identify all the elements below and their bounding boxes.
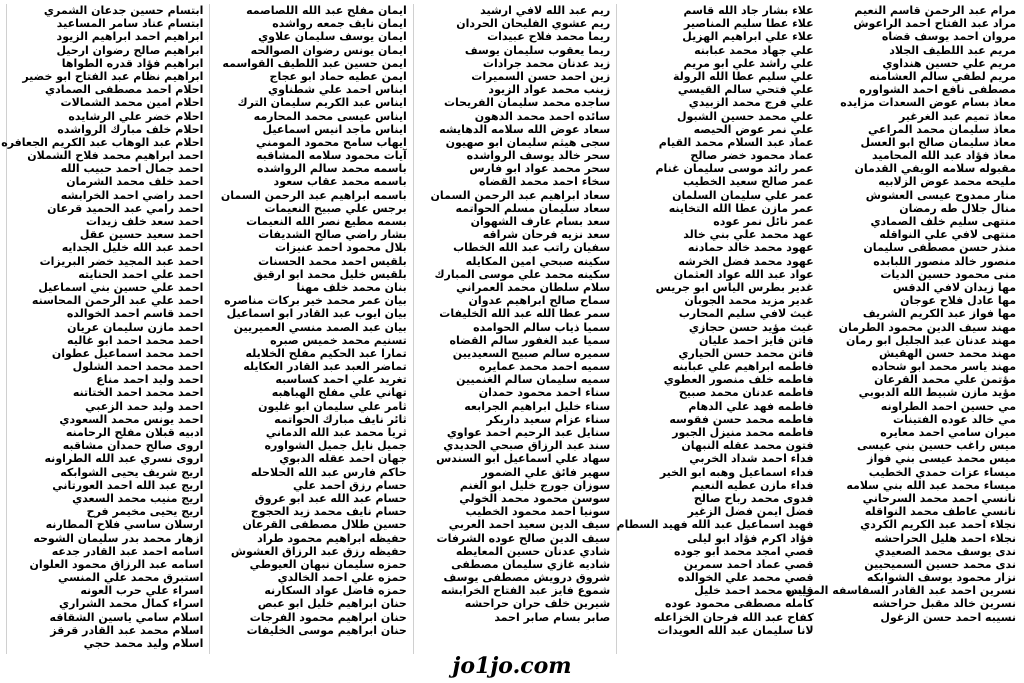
name-entry: اسلام محمد عبد القادر قرقز xyxy=(50,623,204,637)
name-entry: بلقيس خليل محمد ابو ارقيق xyxy=(253,267,407,281)
name-entry: بلقيس احمد محمد الحسنات xyxy=(258,254,407,268)
name-entry: سوزان جورج خليل ابو الغنم xyxy=(459,478,611,492)
name-entry: ايمان نايف جمعه رواشده xyxy=(272,17,407,31)
names-column-4 xyxy=(616,4,815,654)
name-entry: حفيظه ابراهيم محمود طراد xyxy=(257,531,407,545)
name-entry: فاطمه محمد منيزل الجبور xyxy=(672,426,814,439)
name-entry: احمد محمد احمد ابو غاليه xyxy=(67,333,204,347)
name-entry: منال جلال طه رمضان xyxy=(899,201,1017,215)
name-entry: حسين طلال مصطفى القرعان xyxy=(242,518,407,532)
name-entry: مرام عبد الرحمن قاسم النعيم xyxy=(854,4,1017,17)
name-entry: صابر بسام صابر احمد xyxy=(494,610,611,624)
name-entry: احمد محمد احمد الختاتنه xyxy=(72,386,204,400)
name-entry: مهند سيف الدين محمود الطرمان xyxy=(838,320,1017,334)
name-entry: ريم عبد الله لافي ارشيد xyxy=(480,4,611,17)
name-entry: سناء عزام سعيد داربكر xyxy=(486,412,611,426)
name-entry: فدوى محمد رباح صالح xyxy=(693,491,814,505)
name-entry: معاذ سليمان محمد المراعي xyxy=(868,122,1017,136)
name-entry: سميه احمد محمد عمايره xyxy=(478,360,611,374)
name-entry: عهد محمد علي بني خالد xyxy=(683,228,814,242)
name-entry: تماضر العبد عبد القادر العكايله xyxy=(243,360,407,374)
name-entry: احمد محمد اسماعيل عطوان xyxy=(51,346,204,360)
name-entry: حمزه سليمان نبهان العيوطي xyxy=(249,557,407,571)
name-entry: مي حسين احمد الطراونه xyxy=(880,399,1017,413)
name-entry: ايناس ماجد انيس اسماعيل xyxy=(262,122,407,136)
name-entry: حنان ابراهيم موسى الخليفات xyxy=(246,623,407,637)
name-entry: احمد وليد حمد الزعبي xyxy=(85,399,204,413)
name-entry: مهند ياسر محمد ابو شحاده xyxy=(871,360,1017,374)
name-entry: حفيظه رزق عبد الرزاق العشوش xyxy=(230,544,407,558)
name-entry: اريج يحيى مخيمر فرح xyxy=(86,505,204,519)
name-entry: ايمان يوسف سليمان علاوي xyxy=(258,30,407,44)
name-entry: ابراهيم احمد ابراهيم الزيود xyxy=(56,30,204,44)
name-entry: ندى محمد حسين السميحيين xyxy=(864,557,1017,571)
name-entry: سماح صالح ابراهيم عدوان xyxy=(468,294,611,308)
name-entry: عماد محمود خضر صالح xyxy=(690,149,814,163)
name-entry: منى محمود حسين الديات xyxy=(880,267,1017,281)
name-entry: ايناس عبد الكريم سليمان الترك xyxy=(237,96,407,110)
name-entry: سحر خالد يوسف الرواشده xyxy=(466,149,611,163)
name-entry: مريم عبد اللطيف الجلاد xyxy=(889,43,1017,57)
name-entry: نسرين خالد مقبل حراحشه xyxy=(872,597,1017,611)
name-entry: علي سليم عطا الله الرولة xyxy=(672,69,814,83)
name-entry: اروى صالح حمدان مشاقبه xyxy=(62,439,204,453)
name-entry: ادبيه قبلان مفلح الرحامنه xyxy=(65,426,204,439)
name-entry: فاطمه خلف منصور العطوي xyxy=(663,373,814,387)
name-entry: احمد عبد الله خليل الجدايه xyxy=(61,241,204,255)
name-entry: احمد علي احمد الحنايته xyxy=(78,267,204,281)
name-entry: سوسن محمود محمد الخولي xyxy=(459,491,611,505)
name-entry: حسام رزق احمد علي xyxy=(292,478,407,492)
name-entry: احلام احمد مصطفى الصمادي xyxy=(44,83,204,97)
name-entry: علي فرج محمد الزبيدي xyxy=(688,96,814,110)
name-entry: شموع فايز عبد الفتاح الخرابشه xyxy=(440,584,611,598)
name-entry: باسمه محمد عقاب سعود xyxy=(273,175,407,189)
name-entry: احمد جمال احمد حبيب الله xyxy=(60,162,204,176)
name-entry: جميل نايل جميل الشواوره xyxy=(264,439,407,453)
name-entry: منار ممدوح عيسى العشوش xyxy=(865,188,1017,202)
name-entry: نانسي عاطف محمد النواقله xyxy=(864,505,1017,519)
name-entry: شروق درويش مصطفى يوسف xyxy=(443,571,611,585)
name-entry: مريم لطفي سالم العشامنه xyxy=(869,69,1017,83)
name-entry: ميس راغب حسين بني عيسى xyxy=(857,439,1017,453)
name-entry: ثائر نايف مبارك الحواتمه xyxy=(274,412,407,426)
name-entry: كامله مصطفى محمود عوده xyxy=(665,597,814,611)
names-column-3 xyxy=(413,4,612,654)
name-entry: ندى يوسف محمد الصعيدي xyxy=(874,544,1017,558)
name-entry: باسمه ابراهيم عبد الرحمن السمان xyxy=(220,188,407,202)
name-entry: اسامه عبد الرزاق محمود العلوان xyxy=(29,557,204,571)
name-entry: حسام عبد الله عبد ابو عروق xyxy=(254,491,407,505)
name-entry: معاذ فؤاد عبد الله المحاميد xyxy=(871,149,1017,163)
name-entry: مروان احمد يوسف قضاه xyxy=(881,30,1017,44)
name-entry: احمد قاسم احمد الخوالده xyxy=(66,307,204,321)
name-entry: ايناس عيسى محمد المحارمه xyxy=(253,109,407,123)
name-entry: اريج منيب محمد السعدي xyxy=(72,491,204,505)
name-entry: ميساء عزات حمدي الخطيب xyxy=(868,465,1017,479)
name-entry: سميره سالم صبيح السعيديين xyxy=(452,346,611,360)
name-entry: تمارا عبد الحكيم مفلح الخلايله xyxy=(245,346,407,360)
name-entry: ميساء محمد عبد الله بني سلامه xyxy=(846,478,1017,492)
name-entry: فاتن محمد حسن الحياري xyxy=(678,346,814,360)
name-entry: ابراهيم فؤاد قدره الطواها xyxy=(61,56,204,70)
name-entry: علاء عطا سليم المناصير xyxy=(684,17,814,31)
name-entry: بيان عمر محمد خير بركات مناصره xyxy=(224,294,407,308)
name-entry: فداء اسماعيل وهبه ابو الخير xyxy=(659,465,814,479)
name-entry: معاذ بسام عوض السعدات مزايده xyxy=(840,96,1017,110)
name-entry: اريج شريف يحيى الشوابكه xyxy=(60,465,204,479)
name-entry: سمر عطا الله عبد الله الخليفات xyxy=(439,307,611,321)
name-entry: عمر نائل نمر عوده xyxy=(713,215,814,228)
name-entry: اريج عبد الله احمد العورتاني xyxy=(52,478,204,492)
name-entry: غدير مزيد محمد الجوبان xyxy=(684,294,814,308)
name-entry: احمد وليد احمد مناع xyxy=(96,373,204,387)
name-entry: غيث لافي سليم المحارب xyxy=(678,307,814,321)
name-entry: بيان ايوب عبد القادر ابو اسماعيل xyxy=(226,307,407,321)
name-entry: مؤيد مازن شبيط الله الدبوبي xyxy=(858,386,1017,400)
name-entry: اسراء كمال محمد الشراري xyxy=(59,597,204,611)
name-entry: سيف الدين سعيد احمد العربي xyxy=(448,518,611,532)
name-entry: سحر محمد عواد ابو فارس xyxy=(469,162,611,176)
name-entry: مقبوله سلامه الويفي القدمان xyxy=(854,162,1017,176)
name-entry: زينب محمد عواد الزيود xyxy=(488,83,611,97)
name-entry: سخاء احمد محمد القضاه xyxy=(479,175,611,189)
name-entry: ساجده محمد سليمان الفريحات xyxy=(443,96,611,110)
name-entry: علي جهاد محمد عبابنه xyxy=(694,43,814,57)
name-entry: اسراء علي حرب العونه xyxy=(80,584,204,598)
name-entry: حمزه علي احمد الخالدي xyxy=(277,571,407,585)
name-entry: عمر رائد موسى سليمان غنام xyxy=(655,162,814,176)
name-entry: سميه سليمان سالم الغنميين xyxy=(456,373,611,387)
name-entry: علاء بشار جاد الله قاسم xyxy=(683,4,814,17)
name-entry: شاديه غازي سليمان مصطفى xyxy=(451,557,611,571)
name-entry: بيان عبد الصمد منسي العميريين xyxy=(233,320,407,334)
name-entry: احمد سعيد حسين عقل xyxy=(79,228,204,242)
name-entry: معاذ سليمان صالح ابو العسل xyxy=(860,135,1017,149)
name-entry: غيث مؤيد حسن حجازي xyxy=(688,320,814,334)
name-entry: سعد بسام عارف الشهوان xyxy=(470,215,611,228)
name-entry: سكينه صبحي امين المكايله xyxy=(465,254,611,268)
name-entry: تسنيم محمد خميس صبره xyxy=(270,333,407,347)
name-entry: زيد عدنان محمد جرادات xyxy=(482,56,611,70)
name-entry: حنان ابراهيم خليل ابو عبص xyxy=(257,597,407,611)
name-entry: فداء احمد شداد الخربي xyxy=(689,452,814,466)
name-entry: فداء مازن عطيه النعيم xyxy=(691,478,814,492)
name-entry: احمد عبد المجيد خضر البريزات xyxy=(39,254,204,268)
name-entry: فتون محمد عقله النبهان xyxy=(681,439,814,453)
name-entry: احمد علي حسين بني اسماعيل xyxy=(38,280,204,294)
name-entry: آيات محمود سلامه المشاقبه xyxy=(255,149,407,163)
name-entry: فاطمه فهد علي الدهام xyxy=(688,399,814,413)
name-entry: سند عبد الرزاق صبحي الحديدي xyxy=(443,439,611,453)
name-entry: استبرق محمد علي المنسي xyxy=(57,571,204,585)
name-entry: بنان محمد خلف مهنا xyxy=(296,280,407,294)
name-entry: مي خالد عوده الفتينات xyxy=(893,412,1017,426)
name-entry: ميس محمد عيسى بني فواز xyxy=(867,452,1017,466)
name-entry: حسام نايف محمد زيد الحجوج xyxy=(250,505,407,519)
name-entry: قيس محمد احمد خليل xyxy=(694,584,814,598)
name-entry: عماد عبد السلام محمد القيام xyxy=(658,135,814,149)
name-entry: زين احمد حسن السميرات xyxy=(471,69,611,83)
name-entry: حاكم فارس عبد الله الحلاحله xyxy=(250,465,407,479)
name-entry: احمد خلف محمد الشرمان xyxy=(66,175,204,189)
name-entry: ريما محمد فلاح عبيدات xyxy=(487,30,611,44)
site-watermark-text: jo1jo.com xyxy=(452,653,572,679)
name-entry: فاطمه محمد حسن فقوسه xyxy=(669,412,814,426)
name-entry: علي راشد علي ابو مريم xyxy=(683,56,814,70)
name-entry: منتهى لافي علي النواقله xyxy=(879,228,1017,242)
name-entry: ايهاب سامح محمود المومني xyxy=(256,135,407,149)
name-entry: سميا ذياب سالم الحوامده xyxy=(473,320,611,334)
name-entry: فؤاد اكرم فؤاد ابو ليلى xyxy=(687,531,814,545)
name-entry: علي فتحي سالم القيسي xyxy=(677,83,814,97)
name-entry: ابراهيم نظام عبد الفتاح ابو خضير xyxy=(22,69,204,83)
name-entry: سونيا احمد محمود الخطيب xyxy=(465,505,611,519)
name-entry: ايمان مفلح عبد الله اللصاصمه xyxy=(246,4,407,17)
name-entry: ايمن عطيه حماد ابو عجاج xyxy=(269,69,407,83)
name-entry: مها عادل فلاح عوجان xyxy=(900,294,1017,308)
name-entry: مريم علي حسين هنداوي xyxy=(882,56,1017,70)
name-entry: سهاد علي اسماعيل ابو السندس xyxy=(436,452,611,466)
name-entry: قصي محمد علي الخوالده xyxy=(677,571,814,585)
names-column-5 xyxy=(785,4,1018,654)
name-entry: سهير فائق علي الضمور xyxy=(481,465,611,479)
name-entry: نسرين احمد عبد القادر السفاسفه المزايده xyxy=(785,584,1017,598)
name-entry: تهاني علي مفلح الهباهبه xyxy=(271,386,407,400)
name-entry: مراد عبد الفتاح احمد الراعوش xyxy=(853,17,1017,31)
name-entry: احمد مازن سليمان عريان xyxy=(67,320,204,334)
name-entry: احمد محمد احمد الشلول xyxy=(72,360,204,374)
names-list-page xyxy=(1,4,1018,654)
name-entry: فاطمه عدنان محمد صبيح xyxy=(678,386,814,400)
name-entry: مهند محمد حسن الهقيش xyxy=(879,346,1017,360)
name-entry: ابراهيم صالح رضوان ارحيل xyxy=(56,43,204,57)
name-entry: عمر مازن عطا الله التخاينه xyxy=(668,201,814,215)
name-entry: علاء علي ابراهيم الهزيل xyxy=(682,30,814,44)
name-entry: فاطمه ابراهيم علي عبابنه xyxy=(672,360,814,374)
name-entry: احمد ابراهيم محمد فلاح الشملان xyxy=(27,149,204,163)
name-entry: مؤتمن علي محمد القرعان xyxy=(874,373,1017,387)
name-entry: ثريا محمد عبد الله الدماني xyxy=(265,426,407,439)
name-entry: جهان احمد عقله الدبوي xyxy=(279,452,407,466)
name-entry: لانا سليمان عبد الله العويدات xyxy=(657,623,814,637)
name-entry: قصي امجد محمد ابو جوده xyxy=(674,544,814,558)
name-entry: مها فواز عبد الكريم الشريف xyxy=(862,307,1017,321)
name-entry: علي محمد حسين الشبول xyxy=(677,109,814,123)
names-column-2 xyxy=(209,4,408,654)
name-entry: قصي عماد احمد سمرين xyxy=(683,557,814,571)
name-entry: احلام خلف مبارك الرواشده xyxy=(57,122,204,136)
name-entry: احمد راضي احمد الخرابشه xyxy=(60,188,204,202)
name-entry: ريما يعقوب سليمان يوسف xyxy=(464,43,611,57)
name-entry: ايمن حسين عبد اللطيف القواسمه xyxy=(222,56,407,70)
name-entry: فهيد اسماعيل عبد الله فهيد السطام xyxy=(616,518,814,532)
name-entry: سعاد ابراهيم عبد الرحمن السمان xyxy=(430,188,611,202)
name-entry: عمر علي سليمان السلمان xyxy=(672,188,814,202)
name-entry: اروى نسري عبد الله الطراونه xyxy=(44,452,204,466)
name-entry: سعاد عوض الله سلامه الدهايشه xyxy=(439,122,611,136)
name-entry: احلام عبد الوهاب عبد الكريم الجعافره xyxy=(1,135,204,149)
name-entry: ابتسام عناد سامر المساعيد xyxy=(56,17,204,31)
name-entry: احمد رامي عبد الحميد قرعان xyxy=(47,201,204,215)
name-entry: بلال محمود احمد عنيزات xyxy=(275,241,407,255)
name-entry: شادي عدنان حسين المعايطه xyxy=(455,544,611,558)
name-entry: حمزه فاضل عواد السكارنه xyxy=(264,584,407,598)
name-entry: ثامر علي سليمان ابو غليون xyxy=(258,399,407,413)
name-entry: شيرين خلف حران حراحشه xyxy=(464,597,611,611)
name-entry: نجلاء احمد هليل الحراحشه xyxy=(874,531,1017,545)
name-entry: احمد سعد خلف زيدات xyxy=(85,215,204,228)
name-entry: ميران سامي احمد معايره xyxy=(880,426,1017,439)
name-entry: مهند عدنان عبد الجليل ابو رمان xyxy=(846,333,1017,347)
name-entry: مصطفى نافع احمد الشواوره xyxy=(859,83,1017,97)
name-entry: سميا عبد الغفور سالم القضاه xyxy=(449,333,611,347)
name-entry: برجس علي صبيح النعيمات xyxy=(264,201,407,215)
name-entry: سائده احمد محمد الدهون xyxy=(474,109,611,123)
name-entry: سكينه محمد علي موسى المبارك xyxy=(434,267,611,281)
name-entry: علي نمر عوض الحيصه xyxy=(693,122,814,136)
name-entry: نسيبه احمد حسن الزغول xyxy=(880,610,1017,624)
name-entry: مها زيدان لافي الدقس xyxy=(892,280,1017,294)
name-entry: غدير بطرس الياس ابو جريس xyxy=(655,280,814,294)
name-entry: ريم عشوي الفليحان الحردان xyxy=(456,17,611,31)
name-entry: احمد يونس محمد السعودي xyxy=(59,412,204,426)
name-entry: منذر حسن مصطفى سليمان xyxy=(863,241,1017,255)
name-entry: ازهار محمد بدر سليمان الشوحه xyxy=(33,531,204,545)
name-entry: سناء احمد محمود حمدان xyxy=(478,386,611,400)
name-entry: سفيان راتب عبد الله الخطاب xyxy=(453,241,611,255)
name-entry: نجلاء احمد عبد الكريم الكردي xyxy=(860,518,1017,532)
name-entry: عهود محمد فضل الخرشه xyxy=(678,254,814,268)
name-entry: تغريد علي احمد كساسبه xyxy=(275,373,407,387)
name-entry: اسلام وليد محمد حجي xyxy=(83,637,204,650)
name-entry: سيف الدين صالح عوده الشرفات xyxy=(436,531,611,545)
name-entry: حنان ابراهيم محمود الفرجات xyxy=(249,610,407,624)
name-entry: اسامه احمد عبد القادر جدعه xyxy=(51,544,204,558)
name-entry: سنايل عبد الرحيم احمد عواوي xyxy=(446,426,611,439)
name-entry: سعاد سليمان مسلم الحواتمه xyxy=(455,201,611,215)
name-entry: ايمان يونس رضوان الصوالحه xyxy=(250,43,407,57)
name-entry: بشار راضي صالح الشديفات xyxy=(258,228,407,242)
name-entry: مليحه محمد عوض الزلابيه xyxy=(878,175,1017,189)
name-entry: سعد نزيه فرحان شراقه xyxy=(482,228,611,242)
name-entry: عهود محمد خالد حمادنه xyxy=(687,241,814,255)
name-entry: ارسلان ساسي فلاح المطارنه xyxy=(45,518,204,532)
name-entry: ايناس احمد علي شطناوي xyxy=(267,83,407,97)
name-entry: فضل ايمن فضل الزغير xyxy=(687,505,814,519)
name-entry: سلام سلطان محمد العمراني xyxy=(456,280,611,294)
name-entry: احلام امين محمد الشمالات xyxy=(60,96,204,110)
name-entry: باسمه محمد سالم الرواشده xyxy=(257,162,407,176)
name-entry: سناء خليل ابراهيم الجرابعه xyxy=(464,399,611,413)
name-entry: بسمه مطيع نصر الله النعيمات xyxy=(246,215,407,228)
name-entry: فاتن فايز احمد عليان xyxy=(699,333,814,347)
name-entry: عواد عبد الله عواد العثمان xyxy=(673,267,814,281)
name-entry: كفاح عبد الله فرحان الخزاعله xyxy=(653,610,814,624)
name-entry: منتهى سليم خلف الصمادي xyxy=(870,215,1017,228)
name-entry: اسلام سامي ياسين الشقاقه xyxy=(49,610,204,624)
name-entry: ابتسام حسين جدعان الشمري xyxy=(43,4,204,17)
name-entry: نزار محمود يوسف الشوابكه xyxy=(866,571,1017,585)
name-entry: سجى هيثم سليمان ابو صهيون xyxy=(445,135,611,149)
name-entry: عمر صالح سعيد الخطيب xyxy=(683,175,814,189)
name-entry: نانسي احمد محمد السرحاني xyxy=(862,491,1017,505)
name-entry: احلام خضر علي الرشايده xyxy=(68,109,204,123)
name-entry: احمد علي عبد الرحمن المحاسنه xyxy=(31,294,204,308)
name-entry: معاذ تميم عبد الغرغير xyxy=(898,109,1017,123)
names-column-1 xyxy=(1,4,205,654)
name-entry: منصور خالد منصور اللبابده xyxy=(873,254,1017,268)
